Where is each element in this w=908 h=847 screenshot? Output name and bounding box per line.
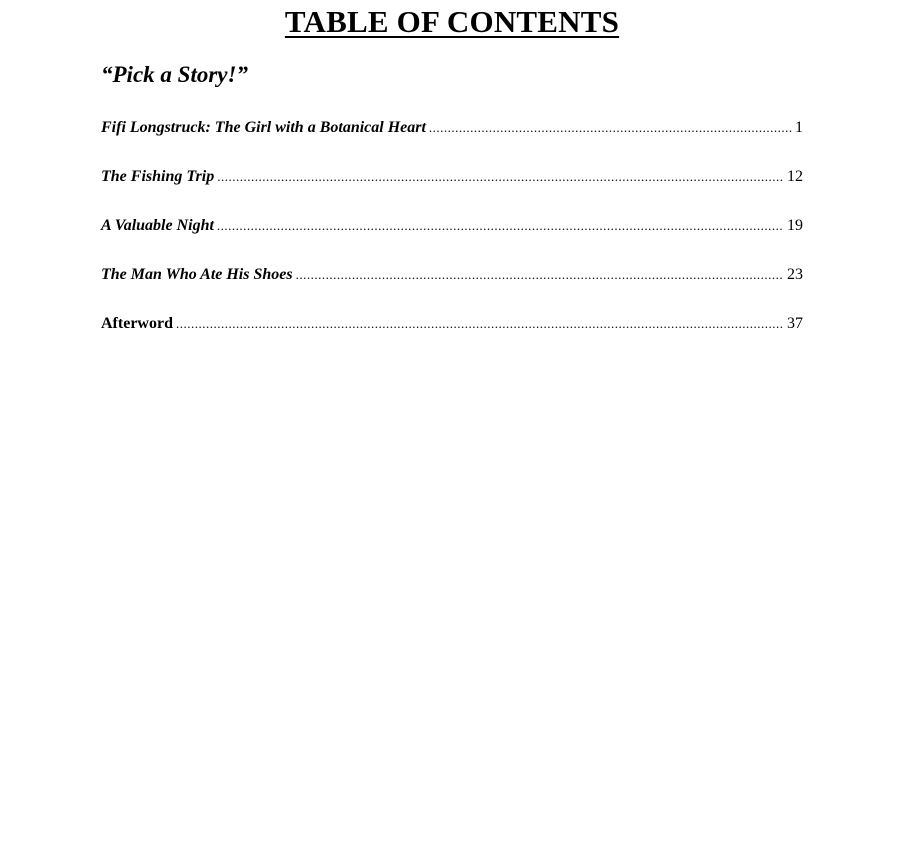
toc-entry-title: Fifi Longstruck: The Girl with a Botanical Heart (101, 119, 426, 136)
toc-page-number: 12 (787, 168, 803, 185)
toc-entry[interactable] (101, 118, 803, 167)
toc-page-number: 23 (787, 266, 803, 283)
section-subtitle: “Pick a Story!” (101, 62, 248, 87)
toc-entry-title: The Fishing Trip (101, 168, 215, 185)
toc-page-number: 1 (795, 119, 803, 136)
toc-entry[interactable] (101, 216, 803, 265)
dot-leader (217, 216, 784, 236)
dot-leader (176, 314, 784, 334)
toc-entry-title: A Valuable Night (101, 217, 214, 234)
page-title: TABLE OF CONTENTS (284, 4, 620, 39)
toc-entry-title: Afterword (101, 315, 173, 332)
dot-leader (429, 118, 792, 138)
dot-leader (296, 265, 784, 285)
toc-page-number: 37 (787, 315, 803, 332)
toc-entry[interactable] (101, 167, 803, 216)
toc-list (101, 118, 803, 363)
toc-page-number: 19 (787, 217, 803, 234)
toc-entry[interactable] (101, 265, 803, 314)
toc-entry-title: The Man Who Ate His Shoes (101, 266, 293, 283)
dot-leader (217, 167, 784, 187)
toc-entry[interactable] (101, 314, 803, 363)
